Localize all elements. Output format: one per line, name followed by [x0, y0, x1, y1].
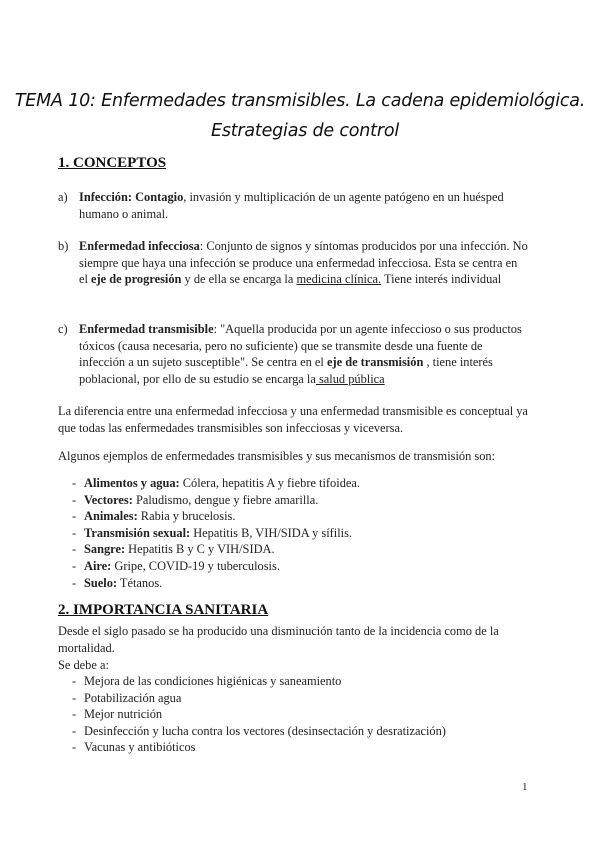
definition-term: Enfermedad transmisible [79, 322, 214, 336]
reasons-list [72, 673, 446, 756]
definition-text: : Conjunto de signos y síntomas producidos por una infección. No siempre que haya una infección se produce una enfermedad infecciosa. Esta se centra en el [79, 239, 528, 286]
list-item: - Sangre: Hepatitis B y C y VIH/SIDA. [72, 541, 360, 558]
definition-term: Infección: Contagio [79, 190, 184, 204]
list-item: - Mejora de las condiciones higiénicas y saneamiento [72, 673, 446, 690]
definition-item-a [58, 189, 528, 222]
list-item: - Aire: Gripe, COVID-19 y tuberculosis. [72, 558, 360, 575]
definition-item-b [58, 238, 528, 288]
list-item: - Potabilización agua [72, 690, 446, 707]
list-item: - Suelo: Tétanos. [72, 575, 360, 592]
examples-list [72, 475, 360, 591]
definition-underlined: salud pública [315, 371, 385, 386]
section-2-heading: 2. IMPORTANCIA SANITARIA [58, 602, 269, 618]
list-item: - Transmisión sexual: Hepatitis B, VIH/SIDA y sífilis. [72, 525, 360, 542]
item-marker: a) [58, 190, 68, 204]
section-1-heading: 1. CONCEPTOS [58, 155, 167, 171]
definition-text: Tiene interés individual [381, 272, 502, 286]
definition-underlined: medicina clínica. [296, 272, 382, 286]
importance-lead: Se debe a: [58, 658, 109, 672]
definition-text: , invasión y multiplicación de un agente patógeno en un huésped humano o animal. [79, 190, 504, 221]
item-marker: c) [58, 322, 68, 336]
list-item: - Alimentos y agua: Cólera, hepatitis A y fiebre tifoidea. [72, 475, 360, 492]
examples-intro: Algunos ejemplos de enfermedades transmisibles y sus mecanismos de transmisión son: [58, 449, 496, 463]
definition-text: y de ella se encarga la [181, 272, 297, 286]
title-line-1: TEMA 10: Enfermedades transmisibles. La cadena epidemiológica. [14, 91, 586, 111]
definition-term: Enfermedad infecciosa [79, 239, 200, 253]
document-title [0, 86, 600, 146]
title-line-2: Estrategias de control [210, 121, 400, 141]
list-item: - Vacunas y antibióticos [72, 739, 446, 756]
definition-text: , tiene interés poblacional, por ello de su estudio se encarga la [79, 355, 493, 386]
difference-paragraph: La diferencia entre una enfermedad infecciosa y una enfermedad transmisible es conceptual ya que todas las enfermedades transmisibles son infecciosas y viceversa. [58, 404, 528, 435]
list-item: - Animales: Rabia y brucelosis. [72, 508, 360, 525]
definition-bold: eje de progresión [91, 272, 182, 286]
definition-item-c [58, 321, 528, 387]
list-item: - Mejor nutrición [72, 706, 446, 723]
definition-text: : "Aquella producida por un agente infeccioso o sus productos tóxicos (causa necesaria, pero no suficiente) que se transmite desde una fuente de infección a un sujeto susceptible". Se centra en el [79, 322, 522, 369]
page-number: 1 [522, 781, 528, 793]
definition-bold: eje de transmisión [326, 355, 424, 369]
list-item: - Desinfección y lucha contra los vectores (desinsectación y desratización) [72, 723, 446, 740]
list-item: - Vectores: Paludismo, dengue y fiebre amarilla. [72, 492, 360, 509]
importance-intro: Desde el siglo pasado se ha producido una disminución tanto de la incidencia como de la mortalidad. [58, 624, 499, 655]
item-marker: b) [58, 239, 69, 253]
